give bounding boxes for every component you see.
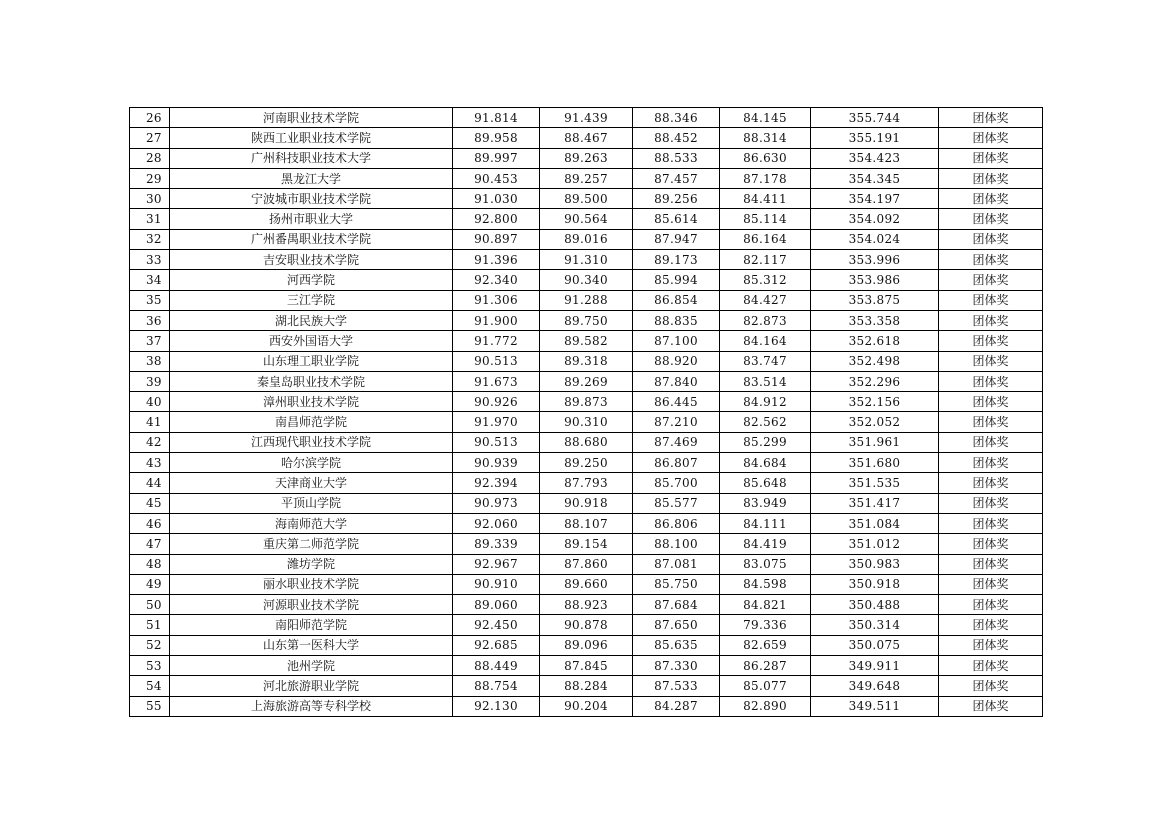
- score-2-cell: 89.500: [540, 189, 633, 209]
- school-cell: 南昌师范学院: [170, 412, 453, 432]
- rank-cell: 42: [130, 432, 170, 452]
- total-cell: 354.197: [811, 189, 939, 209]
- score-1-cell: 91.900: [453, 310, 540, 330]
- table-row: [130, 168, 1043, 188]
- rank-cell: 41: [130, 412, 170, 432]
- school-cell: 扬州市职业大学: [170, 209, 453, 229]
- rank-cell: 47: [130, 534, 170, 554]
- score-1-cell: 91.396: [453, 250, 540, 270]
- award-cell: 团体奖: [939, 392, 1043, 412]
- school-cell: 潍坊学院: [170, 554, 453, 574]
- score-4-cell: 85.077: [720, 676, 811, 696]
- score-1-cell: 90.513: [453, 351, 540, 371]
- table-row: [130, 290, 1043, 310]
- score-3-cell: 87.081: [633, 554, 720, 574]
- score-2-cell: 90.340: [540, 270, 633, 290]
- table-row: [130, 229, 1043, 249]
- results-table-body: [130, 108, 1043, 717]
- score-2-cell: 87.860: [540, 554, 633, 574]
- school-cell: 池州学院: [170, 656, 453, 676]
- award-cell: 团体奖: [939, 656, 1043, 676]
- rank-cell: 44: [130, 473, 170, 493]
- score-1-cell: 92.130: [453, 696, 540, 716]
- score-4-cell: 84.164: [720, 331, 811, 351]
- score-1-cell: 92.394: [453, 473, 540, 493]
- score-2-cell: 89.016: [540, 229, 633, 249]
- table-row: [130, 250, 1043, 270]
- award-cell: 团体奖: [939, 189, 1043, 209]
- award-cell: 团体奖: [939, 331, 1043, 351]
- score-3-cell: 85.614: [633, 209, 720, 229]
- total-cell: 352.052: [811, 412, 939, 432]
- award-cell: 团体奖: [939, 595, 1043, 615]
- table-row: [130, 270, 1043, 290]
- table-row: [130, 128, 1043, 148]
- score-4-cell: 84.821: [720, 595, 811, 615]
- score-2-cell: 90.878: [540, 615, 633, 635]
- school-cell: 江西现代职业技术学院: [170, 432, 453, 452]
- score-4-cell: 84.145: [720, 108, 811, 128]
- score-1-cell: 90.897: [453, 229, 540, 249]
- score-4-cell: 79.336: [720, 615, 811, 635]
- score-1-cell: 91.814: [453, 108, 540, 128]
- school-cell: 河源职业技术学院: [170, 595, 453, 615]
- score-2-cell: 89.582: [540, 331, 633, 351]
- award-cell: 团体奖: [939, 635, 1043, 655]
- rank-cell: 40: [130, 392, 170, 412]
- score-3-cell: 85.700: [633, 473, 720, 493]
- score-2-cell: 88.107: [540, 513, 633, 533]
- score-1-cell: 91.673: [453, 371, 540, 391]
- award-cell: 团体奖: [939, 310, 1043, 330]
- rank-cell: 27: [130, 128, 170, 148]
- award-cell: 团体奖: [939, 453, 1043, 473]
- table-row: [130, 493, 1043, 513]
- score-4-cell: 82.873: [720, 310, 811, 330]
- score-4-cell: 84.419: [720, 534, 811, 554]
- school-cell: 广州番禺职业技术学院: [170, 229, 453, 249]
- table-row: [130, 351, 1043, 371]
- table-row: [130, 392, 1043, 412]
- score-3-cell: 88.100: [633, 534, 720, 554]
- table-row: [130, 412, 1043, 432]
- table-row: [130, 432, 1043, 452]
- score-3-cell: 88.533: [633, 148, 720, 168]
- award-cell: 团体奖: [939, 148, 1043, 168]
- score-1-cell: 92.060: [453, 513, 540, 533]
- rank-cell: 34: [130, 270, 170, 290]
- school-cell: 宁波城市职业技术学院: [170, 189, 453, 209]
- total-cell: 355.191: [811, 128, 939, 148]
- total-cell: 350.314: [811, 615, 939, 635]
- score-3-cell: 87.457: [633, 168, 720, 188]
- school-cell: 天津商业大学: [170, 473, 453, 493]
- table-row: [130, 209, 1043, 229]
- total-cell: 355.744: [811, 108, 939, 128]
- school-cell: 海南师范大学: [170, 513, 453, 533]
- score-3-cell: 86.806: [633, 513, 720, 533]
- table-row: [130, 676, 1043, 696]
- score-4-cell: 88.314: [720, 128, 811, 148]
- award-cell: 团体奖: [939, 209, 1043, 229]
- score-2-cell: 89.873: [540, 392, 633, 412]
- rank-cell: 26: [130, 108, 170, 128]
- score-2-cell: 89.154: [540, 534, 633, 554]
- rank-cell: 45: [130, 493, 170, 513]
- award-cell: 团体奖: [939, 250, 1043, 270]
- score-4-cell: 84.427: [720, 290, 811, 310]
- score-2-cell: 88.284: [540, 676, 633, 696]
- rank-cell: 35: [130, 290, 170, 310]
- score-2-cell: 89.257: [540, 168, 633, 188]
- school-cell: 三江学院: [170, 290, 453, 310]
- score-4-cell: 84.912: [720, 392, 811, 412]
- rank-cell: 31: [130, 209, 170, 229]
- score-1-cell: 89.339: [453, 534, 540, 554]
- total-cell: 353.358: [811, 310, 939, 330]
- total-cell: 351.012: [811, 534, 939, 554]
- table-row: [130, 148, 1043, 168]
- score-4-cell: 84.598: [720, 574, 811, 594]
- score-4-cell: 83.075: [720, 554, 811, 574]
- school-cell: 广州科技职业技术大学: [170, 148, 453, 168]
- rank-cell: 53: [130, 656, 170, 676]
- score-2-cell: 89.750: [540, 310, 633, 330]
- total-cell: 351.961: [811, 432, 939, 452]
- score-2-cell: 89.660: [540, 574, 633, 594]
- score-4-cell: 84.111: [720, 513, 811, 533]
- award-cell: 团体奖: [939, 270, 1043, 290]
- score-2-cell: 89.318: [540, 351, 633, 371]
- table-row: [130, 615, 1043, 635]
- score-3-cell: 88.452: [633, 128, 720, 148]
- award-cell: 团体奖: [939, 493, 1043, 513]
- table-row: [130, 108, 1043, 128]
- table-row: [130, 513, 1043, 533]
- score-2-cell: 90.564: [540, 209, 633, 229]
- table-row: [130, 473, 1043, 493]
- total-cell: 352.498: [811, 351, 939, 371]
- rank-cell: 37: [130, 331, 170, 351]
- score-1-cell: 89.997: [453, 148, 540, 168]
- table-row: [130, 635, 1043, 655]
- score-3-cell: 86.854: [633, 290, 720, 310]
- score-3-cell: 87.947: [633, 229, 720, 249]
- score-2-cell: 88.680: [540, 432, 633, 452]
- score-3-cell: 87.210: [633, 412, 720, 432]
- rank-cell: 30: [130, 189, 170, 209]
- score-4-cell: 86.164: [720, 229, 811, 249]
- rank-cell: 55: [130, 696, 170, 716]
- award-cell: 团体奖: [939, 108, 1043, 128]
- total-cell: 354.345: [811, 168, 939, 188]
- total-cell: 353.875: [811, 290, 939, 310]
- total-cell: 353.996: [811, 250, 939, 270]
- score-1-cell: 90.453: [453, 168, 540, 188]
- score-1-cell: 90.973: [453, 493, 540, 513]
- rank-cell: 36: [130, 310, 170, 330]
- score-3-cell: 85.750: [633, 574, 720, 594]
- total-cell: 349.911: [811, 656, 939, 676]
- score-2-cell: 91.439: [540, 108, 633, 128]
- total-cell: 351.680: [811, 453, 939, 473]
- school-cell: 陕西工业职业技术学院: [170, 128, 453, 148]
- score-3-cell: 87.100: [633, 331, 720, 351]
- award-cell: 团体奖: [939, 513, 1043, 533]
- table-row: [130, 534, 1043, 554]
- score-1-cell: 90.910: [453, 574, 540, 594]
- score-4-cell: 85.648: [720, 473, 811, 493]
- total-cell: 350.918: [811, 574, 939, 594]
- award-cell: 团体奖: [939, 554, 1043, 574]
- score-4-cell: 83.747: [720, 351, 811, 371]
- score-4-cell: 86.630: [720, 148, 811, 168]
- school-cell: 秦皇岛职业技术学院: [170, 371, 453, 391]
- total-cell: 352.156: [811, 392, 939, 412]
- score-3-cell: 87.840: [633, 371, 720, 391]
- rank-cell: 51: [130, 615, 170, 635]
- school-cell: 湖北民族大学: [170, 310, 453, 330]
- score-3-cell: 85.577: [633, 493, 720, 513]
- award-cell: 团体奖: [939, 615, 1043, 635]
- score-1-cell: 89.060: [453, 595, 540, 615]
- score-2-cell: 89.250: [540, 453, 633, 473]
- award-cell: 团体奖: [939, 574, 1043, 594]
- rank-cell: 43: [130, 453, 170, 473]
- rank-cell: 52: [130, 635, 170, 655]
- school-cell: 丽水职业技术学院: [170, 574, 453, 594]
- score-3-cell: 87.533: [633, 676, 720, 696]
- score-1-cell: 91.306: [453, 290, 540, 310]
- score-3-cell: 85.635: [633, 635, 720, 655]
- score-1-cell: 90.926: [453, 392, 540, 412]
- score-4-cell: 82.890: [720, 696, 811, 716]
- score-4-cell: 85.312: [720, 270, 811, 290]
- score-4-cell: 85.299: [720, 432, 811, 452]
- total-cell: 349.511: [811, 696, 939, 716]
- table-row: [130, 310, 1043, 330]
- score-4-cell: 83.949: [720, 493, 811, 513]
- score-2-cell: 91.288: [540, 290, 633, 310]
- award-cell: 团体奖: [939, 371, 1043, 391]
- score-2-cell: 87.793: [540, 473, 633, 493]
- score-3-cell: 89.173: [633, 250, 720, 270]
- score-1-cell: 92.800: [453, 209, 540, 229]
- award-cell: 团体奖: [939, 412, 1043, 432]
- award-cell: 团体奖: [939, 128, 1043, 148]
- score-1-cell: 88.754: [453, 676, 540, 696]
- score-2-cell: 89.263: [540, 148, 633, 168]
- total-cell: 354.423: [811, 148, 939, 168]
- score-3-cell: 84.287: [633, 696, 720, 716]
- score-2-cell: 91.310: [540, 250, 633, 270]
- score-1-cell: 89.958: [453, 128, 540, 148]
- table-row: [130, 554, 1043, 574]
- score-3-cell: 87.684: [633, 595, 720, 615]
- rank-cell: 32: [130, 229, 170, 249]
- table-row: [130, 453, 1043, 473]
- table-row: [130, 696, 1043, 716]
- rank-cell: 29: [130, 168, 170, 188]
- score-4-cell: 87.178: [720, 168, 811, 188]
- total-cell: 352.296: [811, 371, 939, 391]
- score-4-cell: 84.411: [720, 189, 811, 209]
- school-cell: 漳州职业技术学院: [170, 392, 453, 412]
- table-row: [130, 574, 1043, 594]
- rank-cell: 50: [130, 595, 170, 615]
- school-cell: 上海旅游高等专科学校: [170, 696, 453, 716]
- total-cell: 350.488: [811, 595, 939, 615]
- school-cell: 河西学院: [170, 270, 453, 290]
- total-cell: 354.092: [811, 209, 939, 229]
- score-4-cell: 84.684: [720, 453, 811, 473]
- score-1-cell: 92.685: [453, 635, 540, 655]
- award-cell: 团体奖: [939, 676, 1043, 696]
- score-3-cell: 86.445: [633, 392, 720, 412]
- score-1-cell: 92.967: [453, 554, 540, 574]
- award-cell: 团体奖: [939, 229, 1043, 249]
- school-cell: 西安外国语大学: [170, 331, 453, 351]
- score-2-cell: 90.310: [540, 412, 633, 432]
- rank-cell: 38: [130, 351, 170, 371]
- score-1-cell: 91.030: [453, 189, 540, 209]
- rank-cell: 49: [130, 574, 170, 594]
- score-4-cell: 82.562: [720, 412, 811, 432]
- rank-cell: 39: [130, 371, 170, 391]
- score-1-cell: 90.939: [453, 453, 540, 473]
- school-cell: 河南职业技术学院: [170, 108, 453, 128]
- school-cell: 河北旅游职业学院: [170, 676, 453, 696]
- score-2-cell: 88.467: [540, 128, 633, 148]
- score-4-cell: 86.287: [720, 656, 811, 676]
- school-cell: 吉安职业技术学院: [170, 250, 453, 270]
- award-cell: 团体奖: [939, 290, 1043, 310]
- table-row: [130, 656, 1043, 676]
- score-4-cell: 85.114: [720, 209, 811, 229]
- rank-cell: 54: [130, 676, 170, 696]
- score-1-cell: 88.449: [453, 656, 540, 676]
- school-cell: 山东第一医科大学: [170, 635, 453, 655]
- award-cell: 团体奖: [939, 432, 1043, 452]
- score-3-cell: 87.650: [633, 615, 720, 635]
- school-cell: 平顶山学院: [170, 493, 453, 513]
- score-1-cell: 91.970: [453, 412, 540, 432]
- rank-cell: 33: [130, 250, 170, 270]
- score-2-cell: 87.845: [540, 656, 633, 676]
- award-cell: 团体奖: [939, 168, 1043, 188]
- score-1-cell: 92.450: [453, 615, 540, 635]
- score-2-cell: 89.096: [540, 635, 633, 655]
- school-cell: 山东理工职业学院: [170, 351, 453, 371]
- score-3-cell: 87.330: [633, 656, 720, 676]
- score-3-cell: 89.256: [633, 189, 720, 209]
- total-cell: 351.535: [811, 473, 939, 493]
- score-1-cell: 91.772: [453, 331, 540, 351]
- school-cell: 南阳师范学院: [170, 615, 453, 635]
- score-3-cell: 88.920: [633, 351, 720, 371]
- total-cell: 351.417: [811, 493, 939, 513]
- award-cell: 团体奖: [939, 696, 1043, 716]
- rank-cell: 28: [130, 148, 170, 168]
- total-cell: 353.986: [811, 270, 939, 290]
- table-row: [130, 189, 1043, 209]
- results-table: [129, 107, 1043, 717]
- award-cell: 团体奖: [939, 534, 1043, 554]
- score-1-cell: 92.340: [453, 270, 540, 290]
- total-cell: 350.075: [811, 635, 939, 655]
- table-row: [130, 331, 1043, 351]
- score-2-cell: 90.204: [540, 696, 633, 716]
- total-cell: 354.024: [811, 229, 939, 249]
- score-2-cell: 88.923: [540, 595, 633, 615]
- award-cell: 团体奖: [939, 473, 1043, 493]
- table-row: [130, 371, 1043, 391]
- score-3-cell: 87.469: [633, 432, 720, 452]
- total-cell: 350.983: [811, 554, 939, 574]
- total-cell: 349.648: [811, 676, 939, 696]
- score-2-cell: 89.269: [540, 371, 633, 391]
- total-cell: 351.084: [811, 513, 939, 533]
- score-3-cell: 88.835: [633, 310, 720, 330]
- score-3-cell: 86.807: [633, 453, 720, 473]
- award-cell: 团体奖: [939, 351, 1043, 371]
- school-cell: 黑龙江大学: [170, 168, 453, 188]
- score-2-cell: 90.918: [540, 493, 633, 513]
- school-cell: 哈尔滨学院: [170, 453, 453, 473]
- score-4-cell: 82.117: [720, 250, 811, 270]
- score-1-cell: 90.513: [453, 432, 540, 452]
- score-3-cell: 88.346: [633, 108, 720, 128]
- score-4-cell: 82.659: [720, 635, 811, 655]
- score-3-cell: 85.994: [633, 270, 720, 290]
- rank-cell: 48: [130, 554, 170, 574]
- table-row: [130, 595, 1043, 615]
- rank-cell: 46: [130, 513, 170, 533]
- score-4-cell: 83.514: [720, 371, 811, 391]
- total-cell: 352.618: [811, 331, 939, 351]
- school-cell: 重庆第二师范学院: [170, 534, 453, 554]
